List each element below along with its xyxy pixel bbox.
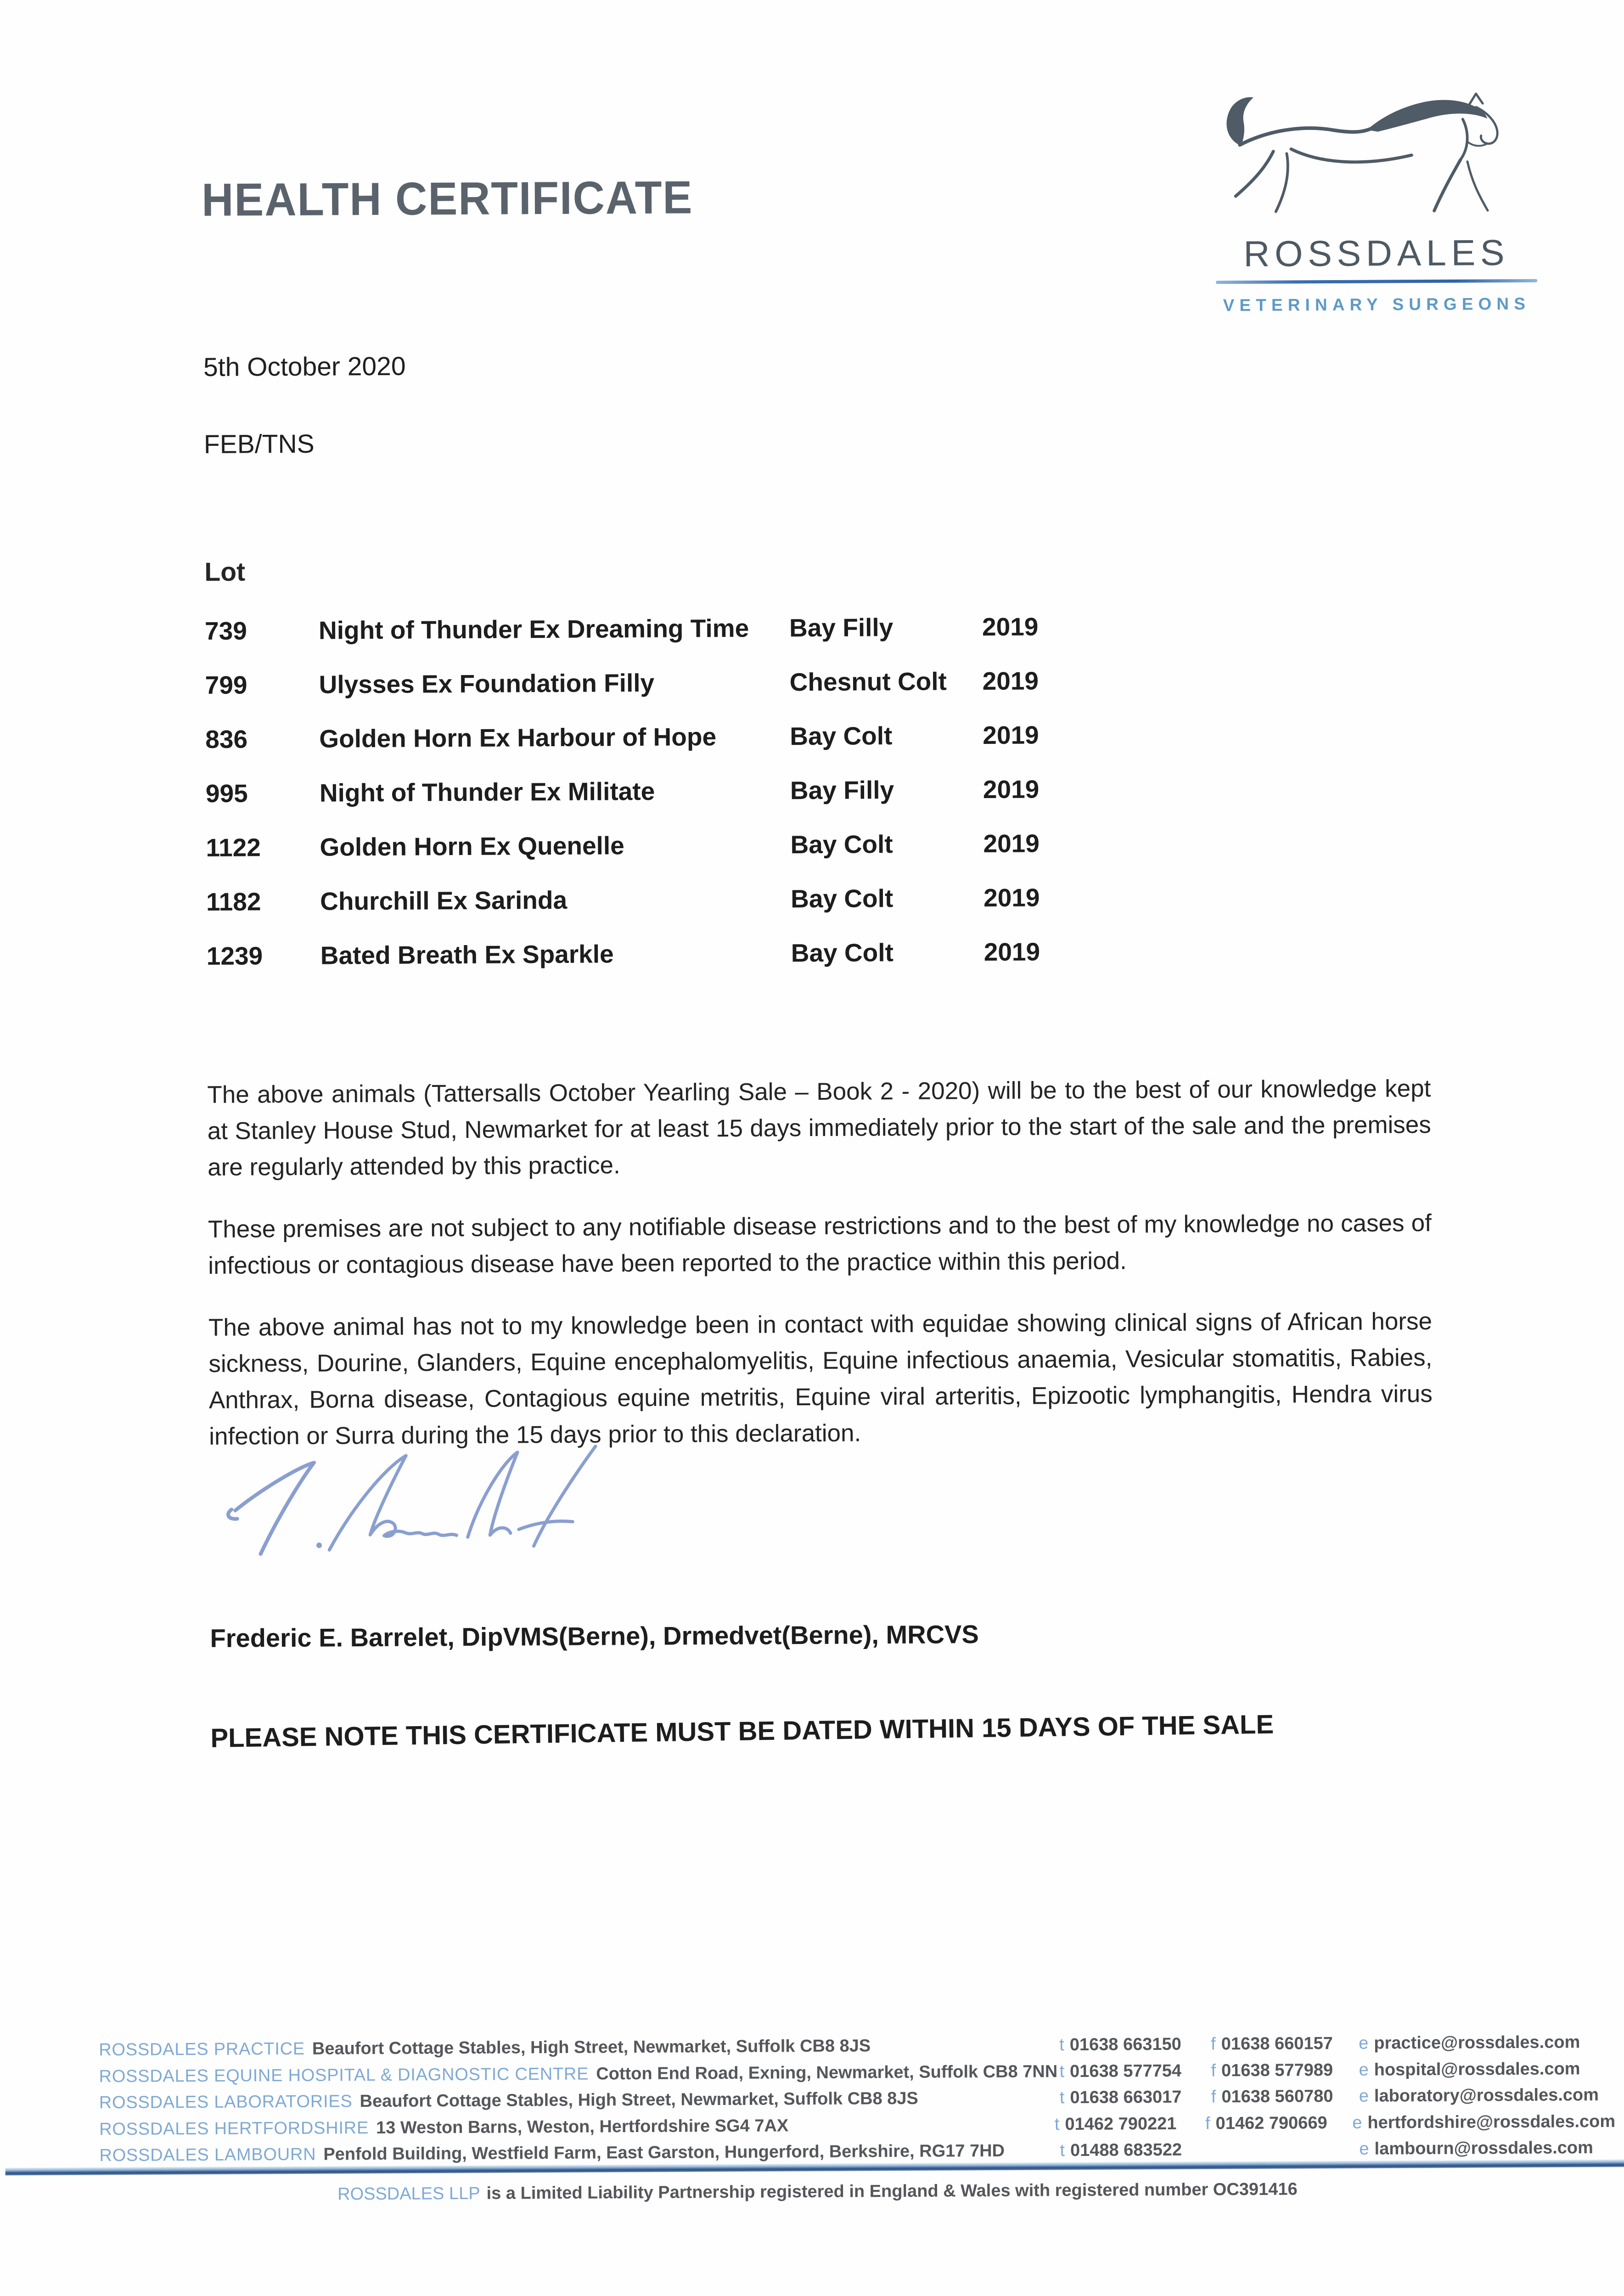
- lot-row: [205, 597, 1445, 658]
- lot-description: Chesnut Colt: [789, 667, 947, 697]
- lot-number: 995: [205, 779, 248, 808]
- lot-description: Bay Colt: [791, 938, 894, 968]
- email-icon: e: [1359, 2033, 1369, 2053]
- lot-description: Bay Colt: [790, 830, 893, 859]
- logo-tagline: VETERINARY SURGEONS: [1223, 294, 1531, 315]
- phone-icon: t: [1059, 2061, 1065, 2081]
- paragraph-diseases: The above animal has not to my knowledge been in contact with equidae showing clinical signs of African horse sickness, Dourine, Glanders, Equine encephalomyelitis, Equine infectious anaemia, Vesicular stomatitis, Rabies, Anthrax, Borna disease, Contagious equine metritis, Equine viral arteritis, Epizootic lymphangitis, Hendra virus infection or Surra during the 15 days prior to this declaration.: [208, 1307, 1433, 1450]
- lot-description: Bay Colt: [790, 884, 893, 913]
- letter-date: 5th October 2020: [203, 351, 406, 382]
- email-address: lambourn@rossdales.com: [1374, 2138, 1593, 2159]
- phone-icon: t: [1060, 2141, 1065, 2161]
- lot-number: 1182: [206, 887, 261, 916]
- fax-icon: f: [1211, 2060, 1216, 2080]
- lot-number: 799: [205, 670, 247, 699]
- phone-icon: t: [1059, 2088, 1065, 2108]
- lot-pedigree: Churchill Ex Sarinda: [320, 885, 568, 916]
- fax-number: 01638 560780: [1221, 2087, 1333, 2107]
- email-address: hospital@rossdales.com: [1374, 2059, 1580, 2080]
- lot-description: Bay Colt: [790, 721, 893, 751]
- logo-divider: [1216, 279, 1537, 284]
- paragraph-premises: The above animals (Tattersalls October Yearling Sale – Book 2 - 2020) will be to the best of our knowledge kept at Stanley House Stud, Newmarket for at least 15 days immediately prior to the start of the sale and the premises are regularly attended by this practice.: [207, 1075, 1431, 1181]
- logo-wordmark: ROSSDALES: [1243, 232, 1510, 275]
- practice-label: ROSSDALES PRACTICE: [99, 2039, 305, 2060]
- certificate-notice: PLEASE NOTE THIS CERTIFICATE MUST BE DATED WITHIN 15 DAYS OF THE SALE: [210, 1709, 1274, 1753]
- email-address: laboratory@rossdales.com: [1374, 2085, 1599, 2106]
- lot-row: [205, 706, 1445, 766]
- lot-pedigree: Night of Thunder Ex Dreaming Time: [318, 613, 749, 645]
- email-icon: e: [1352, 2113, 1362, 2133]
- practice-address: Beaufort Cottage Stables, High Street, Newmarket, Suffolk CB8 8JS: [360, 2088, 918, 2111]
- lot-description: Bay Filly: [790, 776, 894, 805]
- email-address: hertfordshire@rossdales.com: [1367, 2111, 1616, 2133]
- lot-year: 2019: [983, 775, 1040, 804]
- lot-row: [205, 652, 1445, 712]
- lot-number: 1122: [206, 833, 261, 862]
- fax-number: 01638 660157: [1221, 2034, 1333, 2054]
- lot-year: 2019: [983, 720, 1039, 750]
- fax-icon: f: [1211, 2034, 1216, 2054]
- lot-year: 2019: [983, 937, 1040, 967]
- email-address: practice@rossdales.com: [1374, 2032, 1580, 2053]
- practice-address: Penfold Building, Westfield Farm, East Garston, Hungerford, Berkshire, RG17 7HD: [323, 2141, 1005, 2164]
- lot-year: 2019: [982, 666, 1039, 696]
- lot-number: 836: [205, 725, 248, 754]
- horse-logo-icon: [1219, 74, 1533, 228]
- paragraph-restrictions: These premises are not subject to any notifiable disease restrictions and to the best of my knowledge no cases of infectious or contagious disease have been reported to the practice within this period.: [208, 1209, 1432, 1279]
- lot-pedigree: Golden Horn Ex Quenelle: [320, 831, 624, 861]
- fax-number: 01638 577989: [1221, 2060, 1333, 2080]
- phone-number: 01462 790221: [1065, 2114, 1177, 2134]
- phone-number: 01488 683522: [1070, 2140, 1182, 2161]
- lot-row: [206, 923, 1446, 983]
- page-title: HEALTH CERTIFICATE: [201, 172, 693, 226]
- email-icon: e: [1359, 2060, 1369, 2080]
- lot-pedigree: Bated Breath Ex Sparkle: [320, 940, 614, 970]
- lot-pedigree: Night of Thunder Ex Militate: [319, 777, 655, 807]
- email-icon: e: [1359, 2139, 1369, 2159]
- phone-number: 01638 663150: [1069, 2034, 1181, 2055]
- phone-number: 01638 577754: [1069, 2061, 1182, 2081]
- lot-pedigree: Ulysses Ex Foundation Filly: [319, 668, 655, 699]
- practice-address: Beaufort Cottage Stables, High Street, Newmarket, Suffolk CB8 8JS: [312, 2036, 871, 2059]
- lot-number: 739: [204, 616, 247, 645]
- practice-address: Cotton End Road, Exning, Newmarket, Suffolk CB8 7NN: [596, 2061, 1058, 2083]
- practice-label: ROSSDALES LABORATORIES: [99, 2092, 353, 2113]
- letter-body: [207, 1070, 1433, 1480]
- lot-row: [206, 868, 1446, 929]
- lot-pedigree: Golden Horn Ex Harbour of Hope: [319, 722, 717, 753]
- phone-number: 01638 663017: [1070, 2087, 1182, 2108]
- letter-reference: FEB/TNS: [203, 429, 315, 459]
- lot-year: 2019: [982, 612, 1039, 642]
- lot-year: 2019: [983, 829, 1040, 858]
- lot-column-header: Lot: [204, 557, 246, 587]
- lot-description: Bay Filly: [789, 613, 893, 642]
- footer-contact-block: [99, 2029, 1615, 2169]
- registration-brand: ROSSDALES LLP: [337, 2183, 480, 2204]
- phone-icon: t: [1054, 2114, 1060, 2134]
- practice-address: 13 Weston Barns, Weston, Hertfordshire SG4 7AX: [376, 2116, 789, 2138]
- practice-label: ROSSDALES HERTFORDSHIRE: [99, 2118, 369, 2139]
- registration-text: is a Limited Liability Partnership registered in England & Wales with registered number OC391416: [486, 2179, 1298, 2203]
- lot-row: [206, 760, 1446, 821]
- fax-number: 01462 790669: [1215, 2113, 1327, 2133]
- practice-label: ROSSDALES LAMBOURN: [99, 2144, 316, 2166]
- fax-icon: f: [1211, 2087, 1216, 2107]
- lot-year: 2019: [983, 883, 1040, 912]
- fax-icon: f: [1205, 2113, 1210, 2133]
- lot-row: [206, 814, 1446, 875]
- lot-table: [205, 597, 1446, 983]
- phone-icon: t: [1059, 2035, 1064, 2055]
- email-icon: e: [1359, 2086, 1369, 2106]
- lot-number: 1239: [206, 941, 263, 970]
- signature-image: [221, 1437, 612, 1565]
- practice-label: ROSSDALES EQUINE HOSPITAL & DIAGNOSTIC CENTRE: [99, 2064, 589, 2086]
- registration-line: [6, 2178, 1624, 2206]
- rossdales-logo: [1210, 74, 1542, 315]
- signatory-name: Frederic E. Barrelet, DipVMS(Berne), Drmedvet(Berne), MRCVS: [210, 1620, 979, 1653]
